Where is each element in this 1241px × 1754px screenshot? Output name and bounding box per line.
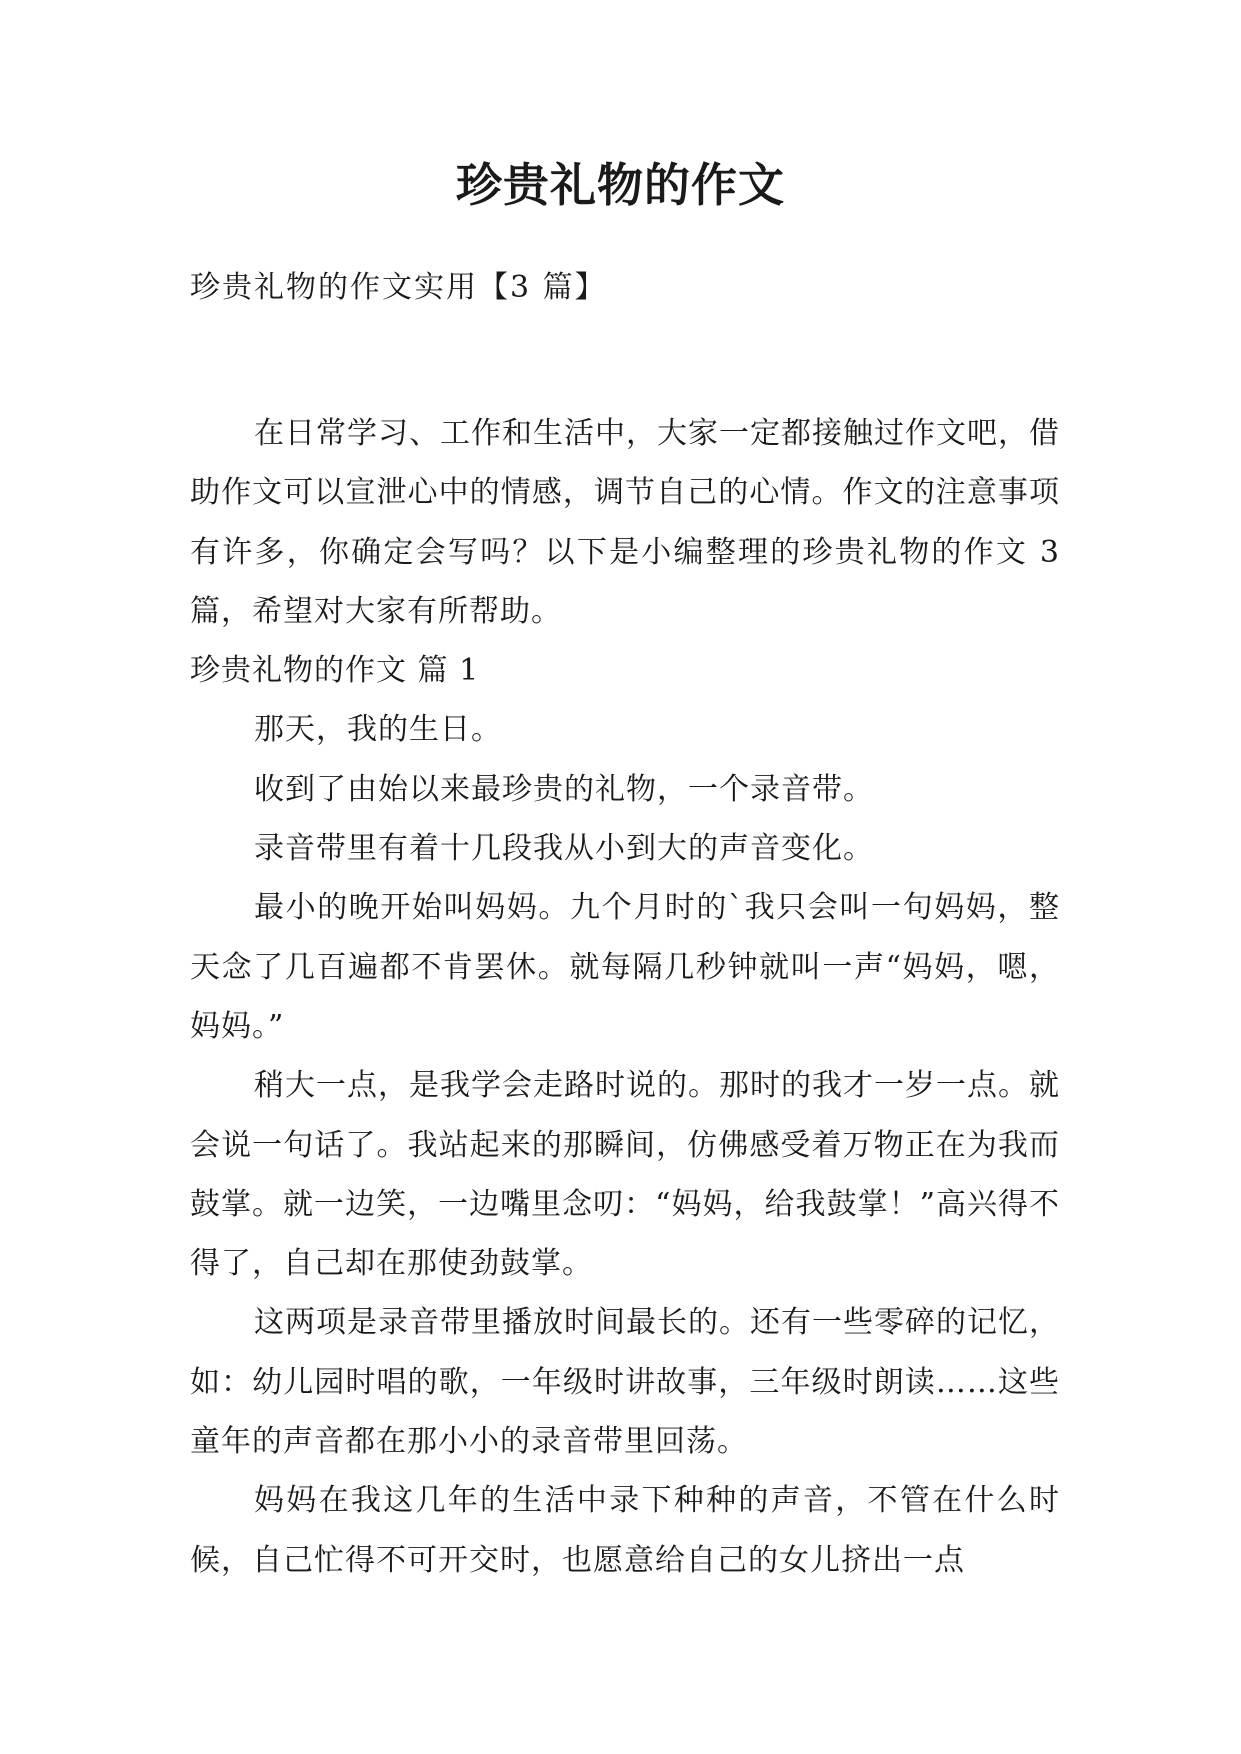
paragraph: 录音带里有着十几段我从小到大的声音变化。: [254, 831, 874, 867]
paragraph: 最小的晚开始叫妈妈。九个月时的`我只会叫一句妈妈，整天念了几百遍都不肯罢休。就每隔几秒钟就叫一声“妈妈，嗯，妈妈。”: [190, 890, 1060, 1044]
document-title: 珍贵礼物的作文: [456, 158, 785, 212]
document-body: [190, 404, 1060, 1590]
paragraph: 收到了由始以来最珍贵的礼物，一个录音带。: [254, 771, 874, 807]
paragraph: 稍大一点，是我学会走路时说的。那时的我才一岁一点。就会说一句话了。我站起来的那瞬间，仿佛感受着万物正在为我而鼓掌。就一边笑，一边嘴里念叨：“妈妈，给我鼓掌！”高兴得不得了，自己却在那使劲鼓掌。: [190, 1068, 1060, 1282]
paragraph: 妈妈在我这几年的生活中录下种种的声音，不管在什么时候，自己忙得不可开交时，也愿意给自己的女儿挤出一点: [190, 1483, 1060, 1578]
section-heading: 珍贵礼物的作文 篇 1: [190, 653, 480, 689]
paragraph: 那天，我的生日。: [254, 712, 502, 748]
paragraph: 这两项是录音带里播放时间最长的。还有一些零碎的记忆，如：幼儿园时唱的歌，一年级时讲故事，三年级时朗读……这些童年的声音都在那小小的录音带里回荡。: [190, 1305, 1060, 1460]
document-subtitle: 珍贵礼物的作文实用【3 篇】: [190, 270, 607, 305]
paragraph: 在日常学习、工作和生活中，大家一定都接触过作文吧，借助作文可以宣泄心中的情感，调节自己的心情。作文的注意事项有许多，你确定会写吗？以下是小编整理的珍贵礼物的作文 3 篇，希望对大家有所帮助。: [190, 416, 1060, 629]
